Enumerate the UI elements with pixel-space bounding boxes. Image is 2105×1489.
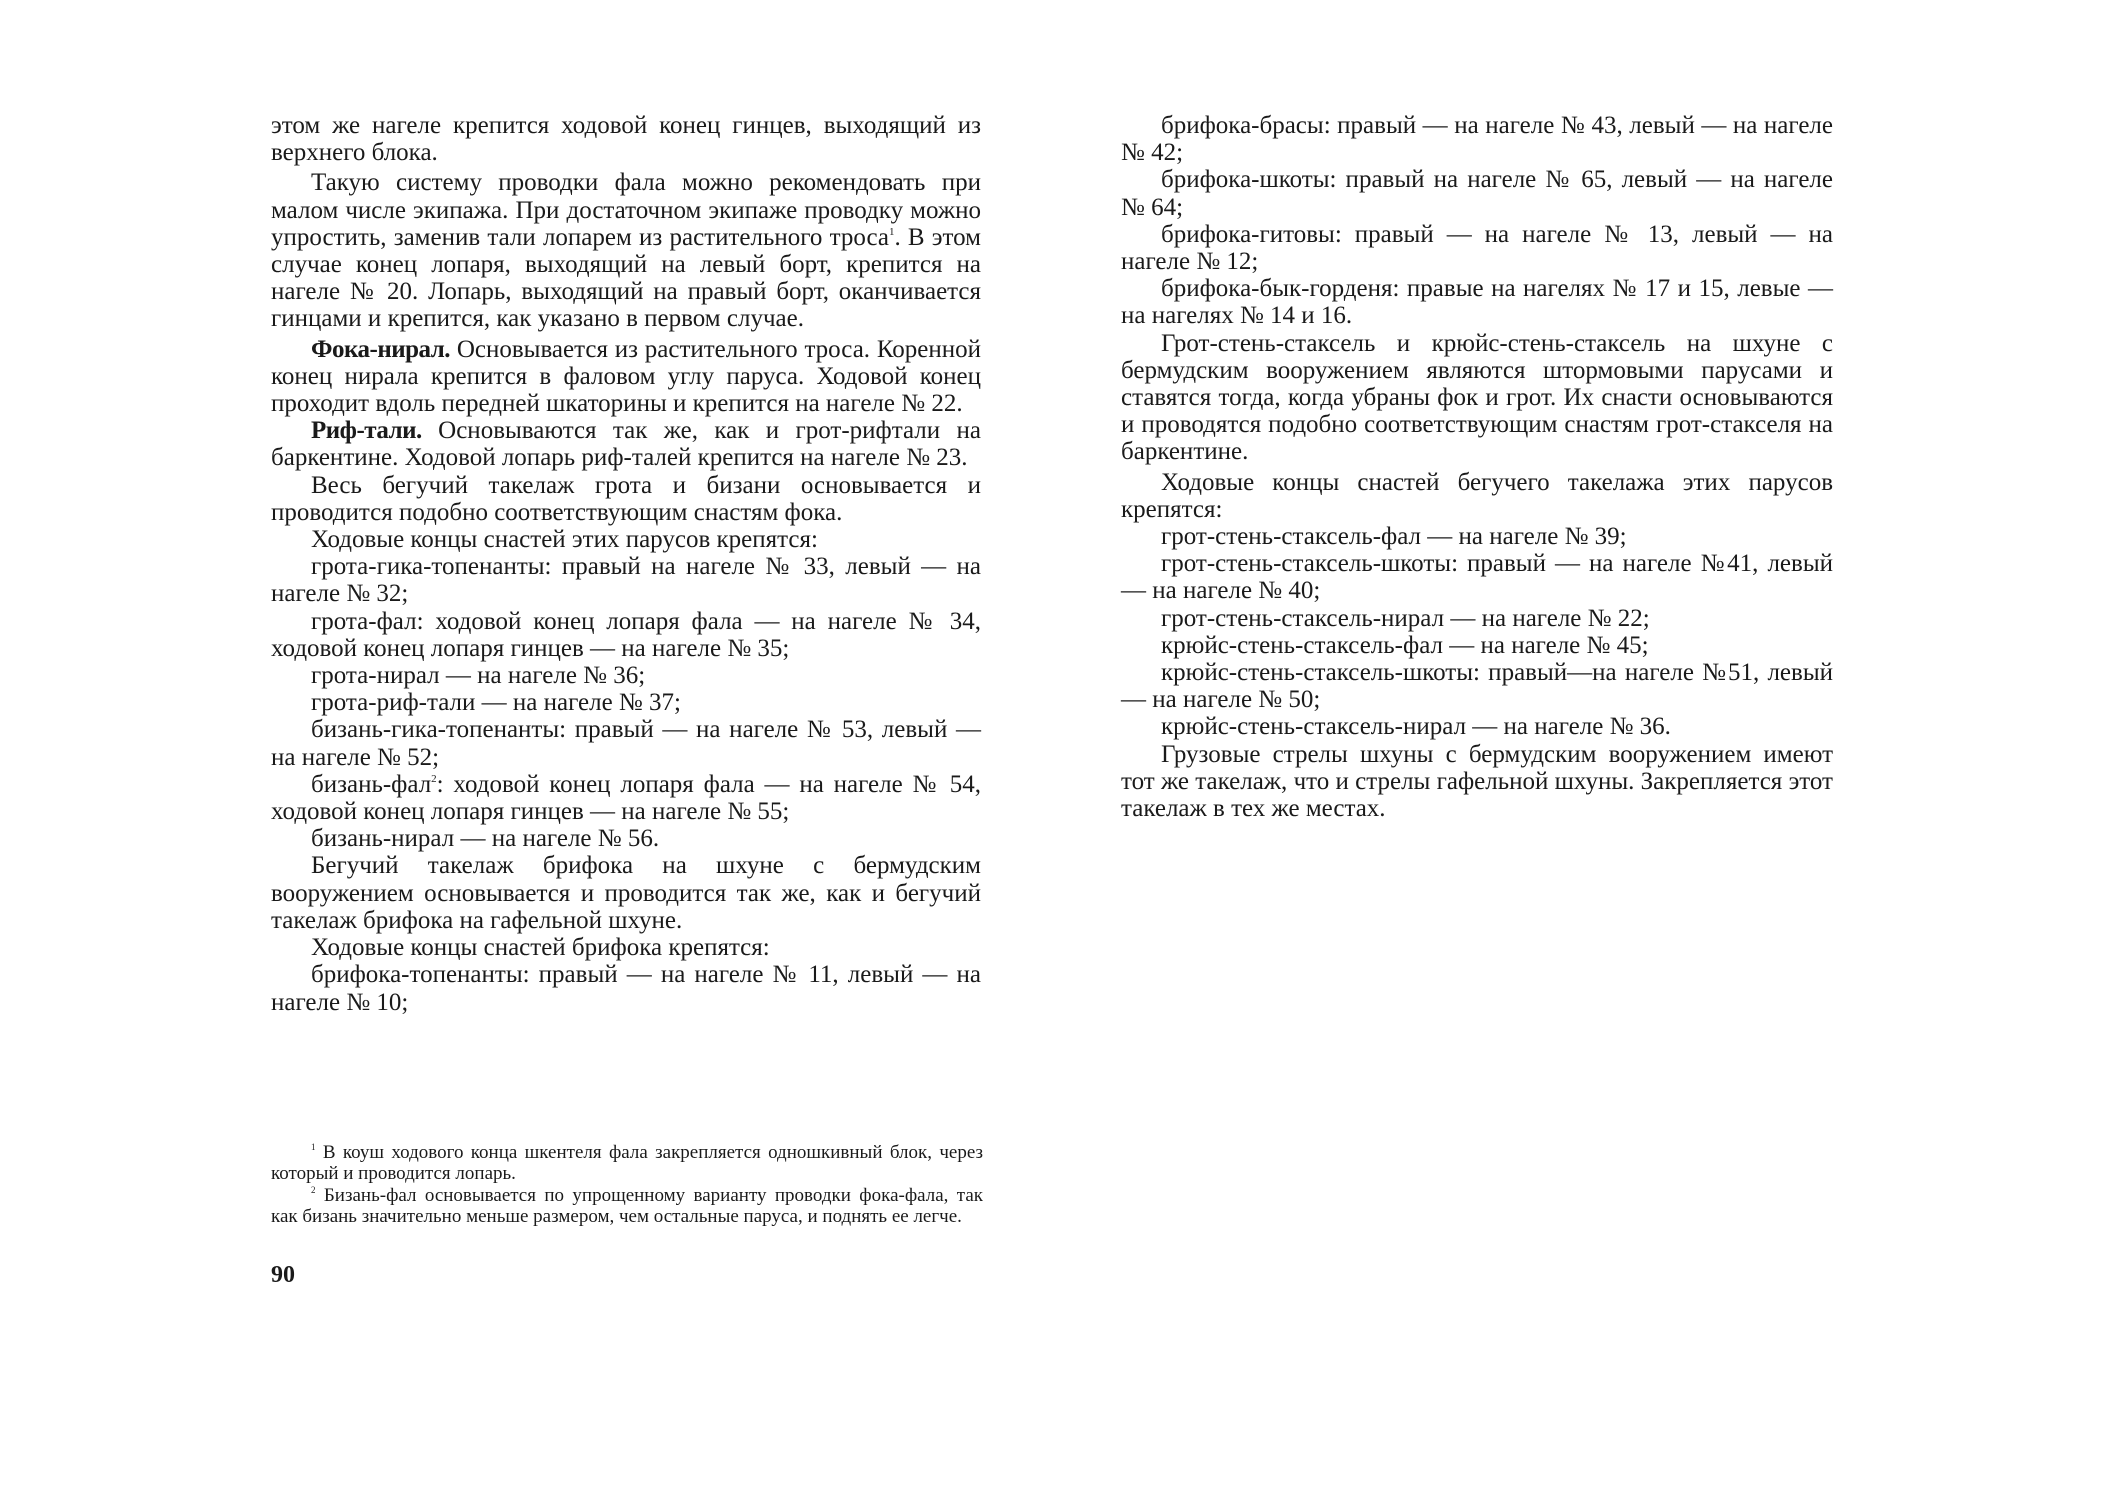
paragraph <box>271 336 981 418</box>
paragraph-text: . В этом случае конец лопаря, выходящий на левый борт, крепится на нагеле № 20. Лопарь, выходящий на правый борт, оканчивается гинцами и крепится, как указано в первом случае. <box>271 223 981 333</box>
paragraph: Бегучий такелаж брифока на шхуне с бермудским вооружением основывается и проводится так же, как и бегучий такелаж брифока на гафельной шхуне. <box>271 852 981 934</box>
footnote-mark: 2 <box>311 1185 316 1195</box>
list-item: бизань-нирал — на нагеле № 56. <box>311 825 660 853</box>
list-item: грота-гика-топенанты: правый на нагеле № 33, левый — на нагеле № 32; <box>271 553 981 608</box>
footnote <box>271 1142 983 1184</box>
list-item: крюйс-стень-стаксель-шкоты: правый—на нагеле №51, левый — на нагеле № 50; <box>1121 659 1833 714</box>
list-item <box>271 771 981 825</box>
paragraph-text: Такую систему проводки фала можно рекомендовать при малом числе экипажа. При достаточном экипаже проводку можно упростить, заменив тали лопарем из растительного троса <box>271 169 981 251</box>
list-item: бизань-гика-топенанты: правый — на нагеле № 53, левый — на нагеле № 52; <box>271 716 981 771</box>
list-item: грота-нирал — на нагеле № 36; <box>311 662 646 690</box>
list-item: брифока-бык-горденя: правые на нагелях № 17 и 15, левые — на нагелях № 14 и 16. <box>1121 275 1833 330</box>
paragraph: Ходовые концы снастей этих парусов крепятся: <box>311 526 818 554</box>
paragraph-text: бизань-фал <box>311 770 432 798</box>
list-item: крюйс-стень-стаксель-фал — на нагеле № 45; <box>1161 631 1649 659</box>
list-item: брифока-брасы: правый — на нагеле № 43, левый — на нагеле № 42; <box>1121 112 1833 167</box>
paragraph: Ходовые концы снастей бегучего такелажа этих парусов крепятся: <box>1121 468 1833 523</box>
footnote-ref: 1 <box>888 225 895 238</box>
page-number: 90 <box>271 1262 295 1288</box>
list-item: крюйс-стень-стаксель-нирал — на нагеле № 36. <box>1161 713 1671 741</box>
list-item: брифока-шкоты: правый на нагеле № 65, левый — на нагеле № 64; <box>1121 166 1833 221</box>
footnote-text: Бизань-фал основывается по упрощенному варианту проводки фока-фала, так как бизань значительно меньше размером, чем остальные паруса, и поднять ее легче. <box>271 1185 983 1227</box>
footnote-ref: 2 <box>431 772 437 785</box>
footnote-mark: 1 <box>311 1142 316 1152</box>
list-item: брифока-топенанты: правый — на нагеле № 11, левый — на нагеле № 10; <box>271 961 981 1016</box>
section-term: Риф-тали. <box>311 417 422 445</box>
list-item: грот-стень-стаксель-нирал — на нагеле № 22; <box>1161 604 1650 632</box>
list-item: брифока-гитовы: правый — на нагеле № 13, левый — на нагеле № 12; <box>1121 220 1833 276</box>
list-item: грот-стень-стаксель-шкоты: правый — на нагеле №41, левый — на нагеле № 40; <box>1121 550 1833 605</box>
paragraph <box>271 417 981 471</box>
right-column <box>1121 112 1833 822</box>
paragraph: Грузовые стрелы шхуны с бермудским вооружением имеют тот же такелаж, что и стрелы гафельной шхуны. Закрепляется этот такелаж в тех же местах. <box>1121 740 1833 823</box>
paragraph-text: Основывается из растительного троса. Коренной конец нирала крепится в фаловом углу паруса. Ходовой конец проходит вдоль передней шкаторины и крепится на нагеле № 22. <box>271 335 981 418</box>
paragraph <box>271 169 981 332</box>
section-term: Фока-нирал. <box>311 335 451 363</box>
paragraph: Весь бегучий такелаж грота и бизани основывается и проводится подобно соответствующим снастям фока. <box>271 471 981 526</box>
footnotes <box>271 1142 983 1228</box>
left-column <box>271 112 981 1016</box>
footnote <box>271 1185 983 1227</box>
list-item: грот-стень-стаксель-фал — на нагеле № 39; <box>1161 523 1627 551</box>
list-item: грота-риф-тали — на нагеле № 37; <box>311 689 681 717</box>
paragraph: Грот-стень-стаксель и крюйс-стень-стаксель на шхуне с бермудским вооружением являются штормовыми парусами и ставятся тогда, когда убраны фок и грот. Их снасти основываются и проводятся подобно соответствующим снастям грот-стакселя на баркентине. <box>1121 329 1833 466</box>
paragraph-text: : ходовой конец лопаря фала — на нагеле № 54, ходовой конец лопаря гинцев — на нагеле № 55; <box>271 770 981 826</box>
paragraph: этом же нагеле крепится ходовой конец гинцев, выходящий из верхнего блока. <box>271 112 981 167</box>
paragraph: Ходовые концы снастей брифока крепятся: <box>311 934 770 962</box>
list-item: грота-фал: ходовой конец лопаря фала — на нагеле № 34, ходовой конец лопаря гинцев — на нагеле № 35; <box>271 607 981 662</box>
paragraph-text: Основываются так же, как и грот-рифтали на баркентине. Ходовой лопарь риф-талей крепится на нагеле № 23. <box>271 417 981 472</box>
footnote-text: В коуш ходового конца шкентеля фала закрепляется одношкивный блок, через который и проводится лопарь. <box>271 1142 983 1184</box>
